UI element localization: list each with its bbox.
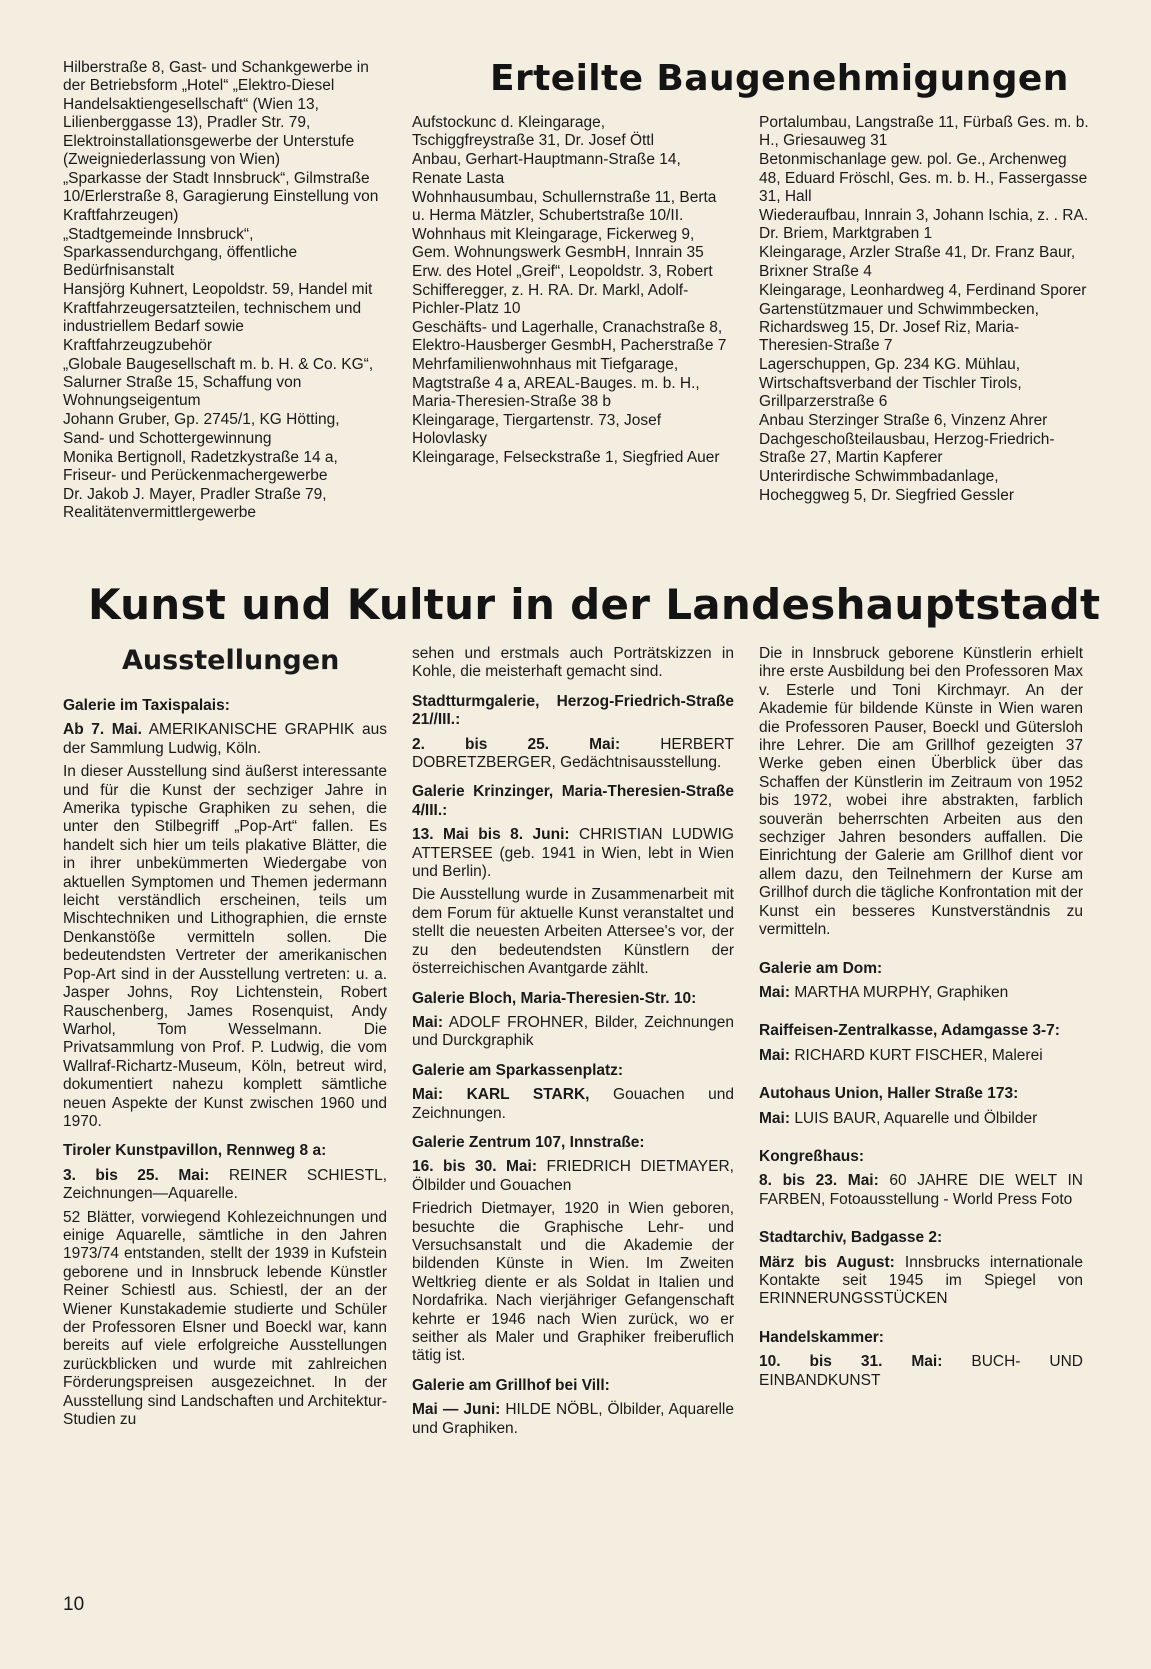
exhibition-date: Mai:: [759, 983, 790, 1001]
baugenehmigung-entry: Lagerschuppen, Gp. 234 KG. Mühlau, Wirtschaftsverband der Tischler Tirols, Grillparzerstraße 6: [759, 356, 1022, 411]
exhibition-date: 13. Mai bis 8. Juni:: [412, 826, 570, 844]
exhibition-date: Mai: KARL STARK,: [412, 1086, 590, 1104]
exhibition-entry: [412, 1014, 734, 1051]
gewerbe-entry: Dr. Jakob J. Mayer, Pradler Straße 79, Realitätenvermittlergewerbe: [63, 485, 327, 522]
baugenehmigung-entry: Wohnhausumbau, Schullernstraße 11, Berta u. Herma Mätzler, Schubertstraße 10/II.: [412, 188, 717, 225]
baugenehmigungen-column-1: [412, 114, 730, 468]
exhibition-title: HILDE NÖBL, Ölbilder, Aquarelle und Graphiken.: [412, 1401, 734, 1437]
exhibition-title: BUCH- UND EINBANDKUNST: [759, 1353, 1083, 1389]
exhibition-date: 10. bis 31. Mai:: [759, 1353, 943, 1371]
baugenehmigung-entry: Wiederaufbau, Innrain 3, Johann Ischia, z. . RA. Dr. Briem, Marktgraben 1: [759, 207, 1089, 243]
exhibition-date: Mai:: [759, 1109, 790, 1127]
baugenehmigung-entry: Betonmischanlage gew. pol. Ge., Archenweg 48, Eduard Fröschl, Ges. m. b. H., Fassergasse 31, Hall: [759, 151, 1088, 206]
gallery-name: Galerie Zentrum 107, Innstraße:: [412, 1133, 645, 1151]
gewerbe-entry: Hansjörg Kuhnert, Leopoldstr. 59, Handel mit Kraftfahrzeugersatzteilen, technischem und industriellem Bedarf sowie Kraftfahrzeugzubehör: [63, 281, 373, 354]
exhibition-title: MARTHA MURPHY, Graphiken: [794, 983, 1009, 1001]
gallery-name: Tiroler Kunstpavillon, Rennweg 8 a:: [63, 1142, 327, 1160]
exhibition-date: 2. bis 25. Mai:: [412, 735, 621, 753]
exhibition-entry: [759, 1110, 1083, 1128]
gewerbe-entry: Johann Gruber, Gp. 2745/1, KG Hötting, Sand- und Schottergewinnung: [63, 411, 340, 447]
kunst-column-3: [759, 645, 1083, 1390]
exhibition-description: 52 Blätter, vorwiegend Kohlezeichnungen und einige Aquarelle, sämtliche in den Jahren 1973/74 entstanden, stellt der 1939 in Kufstein geborene und in Innsbruck lebende Künstler Reiner Schiestl aus. Schiestl, der an der Wiener Kunstakademie studierte und Schüler der Professoren Elsner und Boeckl war, kann bereits auf viele erfolgreiche Ausstellungen zurückblicken und wurde mit zahlreichen Förderungspreisen ausgezeichnet. In der Ausstellung sind Landschaften und Architektur-Studien zu: [63, 1208, 387, 1429]
baugenehmigung-entry: Kleingarage, Felseckstraße 1, Siegfried Auer: [412, 449, 720, 467]
gallery-name: Galerie am Dom:: [759, 959, 883, 977]
gallery-name: Galerie im Taxispalais:: [63, 697, 230, 714]
exhibition-entry: [759, 1047, 1083, 1065]
exhibition-date: Mai — Juni:: [412, 1401, 501, 1419]
baugenehmigung-entry: Wohnhaus mit Kleingarage, Fickerweg 9, Gem. Wohnungswerk GesmbH, Innrain 35: [412, 225, 704, 262]
baugenehmigung-entry: Anbau, Gerhart-Hauptmann-Straße 14, Renate Lasta: [412, 151, 681, 187]
gewerbe-entry: Hilberstraße 8, Gast- und Schankgewerbe in der Betriebsform „Hotel“ „Elektro-Diesel Handelsaktiengesellschaft“ (Wien 13, Lilienberggasse 13), Pradler Str. 79, Elektroinstallationsgewerbe der Unterstufe (Zweigniederlassung von Wien): [63, 59, 369, 169]
baugenehmigung-entry: Portalumbau, Langstraße 11, Fürbaß Ges. m. b. H., Griesauweg 31: [759, 114, 1089, 150]
baugenehmigung-entry: Geschäfts- und Lagerhalle, Cranachstraße 8, Elektro-Hausberger GesmbH, Pacherstraße 7: [412, 318, 727, 355]
kunst-column-2: [412, 645, 734, 1438]
exhibition-title: ADOLF FROHNER, Bilder, Zeichnungen und Durckgraphik: [412, 1013, 734, 1050]
gallery-name: Handelskammer:: [759, 1328, 884, 1346]
baugenehmigung-entry: Mehrfamilienwohnhaus mit Tiefgarage, Magtstraße 4 a, AREAL-Bauges. m. b. H., Maria-Theresien-Straße 38 b: [412, 356, 700, 411]
baugenehmigungen-column-2: [759, 114, 1089, 505]
exhibition-entry: [759, 1172, 1083, 1209]
exhibition-date: Ab 7. Mai.: [63, 721, 142, 739]
gewerbe-entry: „Stadtgemeinde Innsbruck“, Sparkassendurchgang, öffentliche Bedürfnisanstalt: [63, 225, 298, 280]
gewerbe-entry: „Globale Baugesellschaft m. b. H. & Co. KG“, Salurner Straße 15, Schaffung von Wohnungseigentum: [63, 355, 374, 410]
baugenehmigung-entry: Aufstockunc d. Kleingarage, Tschiggfreystraße 31, Dr. Josef Öttl: [412, 114, 655, 150]
page-number: 10: [63, 1594, 85, 1615]
baugenehmigung-entry: Dachgeschoßteilausbau, Herzog-Friedrich-Straße 27, Martin Kapferer: [759, 430, 1055, 467]
gewerbe-column: [63, 59, 381, 523]
gallery-name: Kongreßhaus:: [759, 1147, 865, 1165]
exhibition-description-continued: sehen und erstmals auch Porträtskizzen in Kohle, die meisterhaft gemacht sind.: [412, 645, 734, 681]
exhibition-date: Mai:: [759, 1046, 790, 1064]
gewerbe-entry: Monika Bertignoll, Radetzkystraße 14 a, Friseur- und Perückenmachergewerbe: [63, 448, 338, 484]
exhibition-entry: [412, 736, 734, 773]
baugenehmigung-entry: Gartenstützmauer und Schwimmbecken, Richardsweg 15, Dr. Josef Riz, Maria-Theresien-Straße 7: [759, 300, 1039, 355]
exhibition-entry: [412, 826, 734, 881]
exhibition-description: Die Ausstellung wurde in Zusammenarbeit mit dem Forum für aktuelle Kunst veranstaltet und stellt die neuesten Arbeiten Attersee's vor, der zu den bedeutendsten Künstlern der österreichischen Avantgarde zählt.: [412, 886, 734, 978]
kunst-column-1: [63, 697, 387, 1429]
gallery-name: Stadtturmgalerie, Herzog-Friedrich-Straße 21//III.:: [412, 692, 734, 729]
exhibition-date: 16. bis 30. Mai:: [412, 1158, 537, 1176]
exhibition-entry: [759, 984, 1083, 1002]
exhibition-title: Innsbrucks internationale Kontakte seit 1945 im Spiegel von ERINNERUNGSSTÜCKEN: [759, 1253, 1083, 1308]
exhibition-entry: [412, 1086, 734, 1123]
exhibition-title: 60 JAHRE DIE WELT IN FARBEN, Fotoausstellung - World Press Foto: [759, 1172, 1083, 1208]
exhibition-title: REINER SCHIESTL, Zeichnungen—Aquarelle.: [63, 1166, 387, 1203]
exhibition-title: RICHARD KURT FISCHER, Malerei: [794, 1046, 1043, 1064]
exhibition-entry: [63, 721, 387, 758]
exhibition-title: Gouachen und Zeichnungen.: [412, 1086, 734, 1122]
exhibition-description: Friedrich Dietmayer, 1920 in Wien geboren, besuchte die Graphische Lehr- und Versuchsanstalt und die Akademie der bildenden Künste in Wien. Im Zweiten Weltkrieg diente er als Soldat in Italien und Nordafrika. Nach vierjähriger Gefangenschaft kehrte er 1946 nach Wien zurück, wo er seither als Maler und Graphiker freiberuflich tätig ist.: [412, 1200, 734, 1365]
exhibition-entry: [759, 1254, 1083, 1309]
baugenehmigung-entry: Unterirdische Schwimmbadanlage, Hocheggweg 5, Dr. Siegfried Gessler: [759, 468, 1015, 504]
exhibition-title: LUIS BAUR, Aquarelle und Ölbilder: [794, 1109, 1038, 1127]
exhibition-date: März bis August:: [759, 1253, 895, 1271]
exhibition-title: HERBERT DOBRETZBERGER, Gedächtnisausstellung.: [412, 735, 734, 772]
baugenehmigung-entry: Kleingarage, Tiergartenstr. 73, Josef Holovlasky: [412, 412, 662, 448]
exhibition-date: Mai:: [412, 1013, 443, 1031]
gallery-name: Autohaus Union, Haller Straße 173:: [759, 1085, 1019, 1103]
exhibition-title: AMERIKANISCHE GRAPHIK aus der Sammlung Ludwig, Köln.: [63, 721, 387, 757]
baugenehmigung-entry: Kleingarage, Arzler Straße 41, Dr. Franz Baur, Brixner Straße 4: [759, 244, 1076, 280]
gallery-name: Galerie Krinzinger, Maria-Theresien-Straße 4/III.:: [412, 783, 734, 819]
exhibition-entry: [759, 1353, 1083, 1390]
baugenehmigung-entry: Kleingarage, Leonhardweg 4, Ferdinand Sporer: [759, 281, 1087, 299]
gallery-name: Galerie am Grillhof bei Vill:: [412, 1376, 610, 1394]
baugenehmigung-entry: Erw. des Hotel „Greif“, Leopoldstr. 3, Robert Schifferegger, z. H. RA. Dr. Markl, Adolf-Pichler-Platz 10: [412, 263, 713, 318]
exhibition-description-continued: Die in Innsbruck geborene Künstlerin erhielt ihre erste Ausbildung bei den Professoren Max v. Esterle und Toni Kirchmayr. An der Akademie für bildende Künste in Wien waren die Professoren Pauser, Boeckl und Gütersloh ihre Lehrer. Die am Grillhof gezeigten 37 Werke geben einen Überblick über das Schaffen der Künstlerin im Zeitraum von 1952 bis 1972, wobei ihre abstrakten, farblich souverän beherrschten Arbeiten aus den sechziger Jahren besonders auffallen. Die Einrichtung der Galerie am Grillhof dient vor allem dazu, den Teilnehmern der Kurse am Grillhof durch die tägliche Konfrontation mit der Kunst ein besseres Kunstverständnis zu vermitteln.: [759, 645, 1083, 939]
exhibition-entry: [412, 1401, 734, 1438]
kunst-title: Kunst und Kultur in der Landeshauptstadt: [88, 580, 1101, 629]
gewerbe-entry: „Sparkasse der Stadt Innsbruck“, Gilmstraße 10/Erlerstraße 8, Garagierung Einstellung von Kraftfahrzeugen): [63, 169, 379, 224]
exhibition-title: CHRISTIAN LUDWIG ATTERSEE (geb. 1941 in Wien, lebt in Wien und Berlin).: [412, 826, 734, 881]
exhibition-entry: [412, 1158, 734, 1195]
baugenehmigungen-title: Erteilte Baugenehmigungen: [490, 58, 1069, 99]
gallery-name: Stadtarchiv, Badgasse 2:: [759, 1229, 943, 1247]
exhibition-description: In dieser Ausstellung sind äußerst interessante und für die Kunst der sechziger Jahre in Amerika typische Graphiken zu sehen, die unter den Stilbegriff „Pop-Art“ fallen. Es handelt sich hier um teils plakative Blätter, die in ihrer unbekümmerten Wiedergabe von aktuellen Symptomen und Themen jedermann leicht verständlich erscheinen, teils um Mischtechniken und Lithographien, die ernste Denkanstöße vermitteln sollen. Die bedeutendsten Vertreter der amerikanischen Pop-Art sind in der Ausstellung vertreten: u. a. Jasper Johns, Roy Lichtenstein, Robert Rauschenberg, James Rosenquist, Andy Warhol, Tom Wesselmann. Die Privatsammlung von Prof. P. Ludwig, die vom Wallraf-Richartz-Museum, Köln, betreut wird, dokumentiert nahezu komplett sämtliche neuen Aspekte der Kunst zwischen 1960 und 1970.: [63, 763, 387, 1130]
gallery-name: Galerie Bloch, Maria-Theresien-Str. 10:: [412, 989, 697, 1007]
exhibition-date: 3. bis 25. Mai:: [63, 1166, 210, 1184]
ausstellungen-subtitle: Ausstellungen: [122, 645, 340, 676]
gallery-name: Galerie am Sparkassenplatz:: [412, 1061, 624, 1079]
exhibition-entry: [63, 1167, 387, 1204]
baugenehmigung-entry: Anbau Sterzinger Straße 6, Vinzenz Ahrer: [759, 412, 1048, 429]
exhibition-title: FRIEDRICH DIETMAYER, Ölbilder und Gouachen: [412, 1158, 734, 1194]
exhibition-date: 8. bis 23. Mai:: [759, 1172, 879, 1190]
gallery-name: Raiffeisen-Zentralkasse, Adamgasse 3-7:: [759, 1022, 1060, 1040]
